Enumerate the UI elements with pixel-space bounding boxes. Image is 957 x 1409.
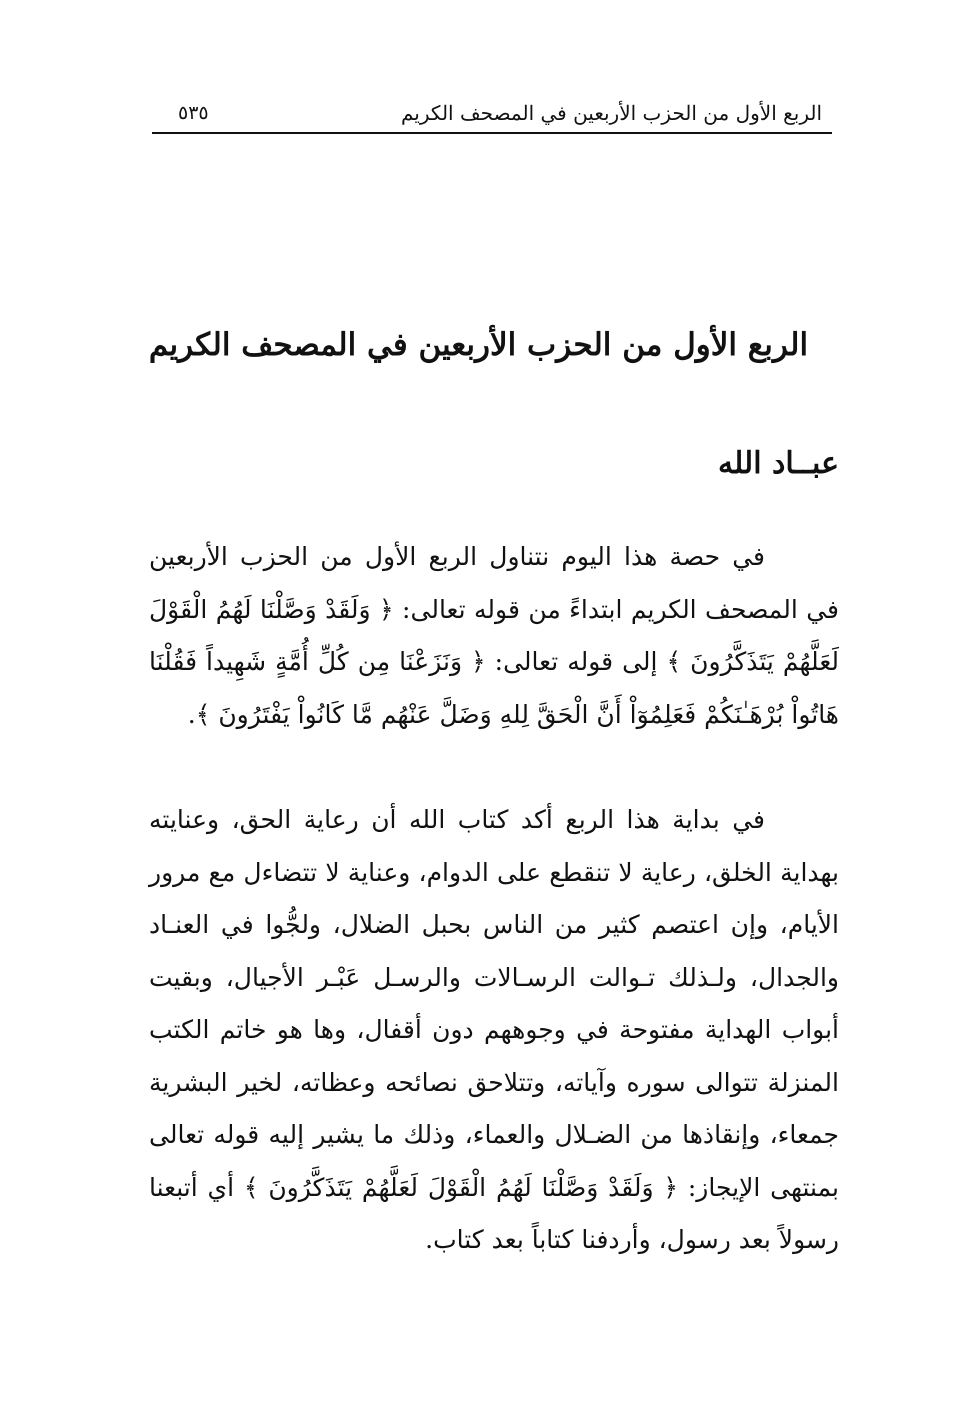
body-paragraph: في حصة هذا اليوم نتناول الربع الأول من الحزب الأربعين في المصحف الكريم ابتداءً من قوله تعالى: ﴿ وَلَقَدْ وَصَّلْنَا لَهُمُ الْقَوْلَ لَعَلَّهُمْ يَتَذَكَّرُونَ ﴾ إلى قوله تعالى: ﴿ وَنَزَعْنَا مِن كُلِّ أُمَّةٍ شَهِيداً فَقُلْنَا هَاتُواْ بُرْهَـٰنَكُمْ فَعَلِمُوٓاْ أَنَّ الْحَقَّ لِلهِ وَضَلَّ عَنْهُم مَّا كَانُواْ يَفْتَرُونَ ﴾. xyxy=(149,542,839,729)
running-title: الربع الأول من الحزب الأربعين في المصحف الكريم xyxy=(400,101,822,125)
running-header xyxy=(152,96,832,134)
chapter-title: الربع الأول من الحزب الأربعين في المصحف الكريم xyxy=(148,327,809,363)
page-number: ٥٣٥ xyxy=(178,102,209,124)
body-paragraph: في بداية هذا الربع أكد كتاب الله أن رعاية الحق، وعنايته بهداية الخلق، رعاية لا تنقطع على الدوام، وعناية لا تتضاءل مع مرور الأيام، وإن اعتصم كثير من الناس بحبل الضلال، ولجُّوا في العنـاد والجدال، ولـذلك تـوالت الرسـالات والرسـل عَبْـر الأجيال، وبقيت أبواب الهداية مفتوحة في وجوههم دون أقفال، وها هو خاتم الكتب المنزلة تتوالى سوره وآياته، وتتلاحق نصائحه وعظاته، لخير البشرية جمعاء، وإنقاذها من الضـلال والعماء، وذلك ما يشير إليه قوله تعالى بمنتهى الإيجاز: ﴿ وَلَقَدْ وَصَّلْنَا لَهُمُ الْقَوْلَ لَعَلَّهُمْ يَتَذَكَّرُونَ ﴾ أي أتبعنا رسولاً بعد رسول، وأردفنا كتاباً بعد كتاب. xyxy=(149,805,839,1254)
section-heading: عبــاد الله xyxy=(718,446,839,481)
